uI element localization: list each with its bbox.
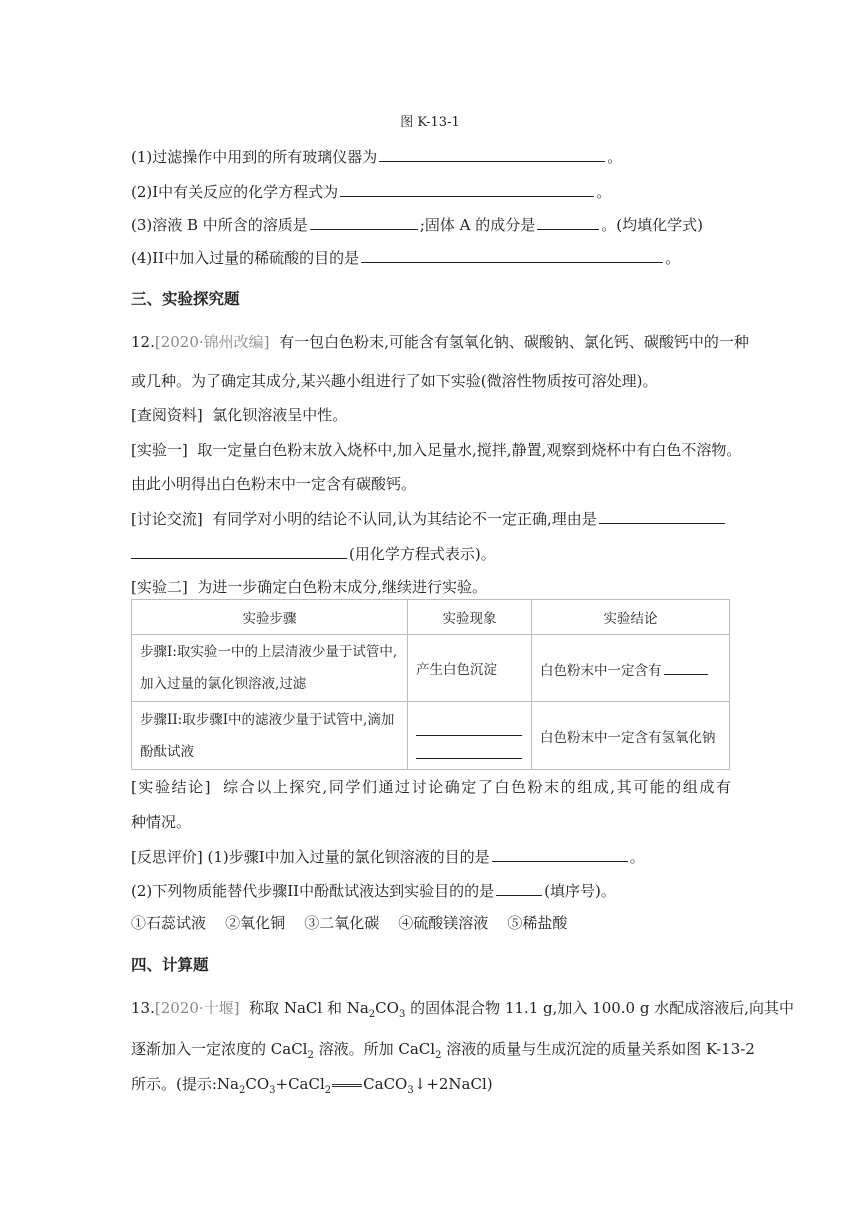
conclusion-line1: [实验结论] 综合以上探究,同学们通过讨论确定了白色粉末的组成,其可能的组成有 [131, 778, 731, 796]
q13-line3: 所示。(提示$:Na_2CO_3+CaCl_2$ CaCO$_3$↓+2NaCl) [131, 1075, 493, 1096]
table-cell-phenomenon [408, 702, 532, 770]
table-header-row [132, 600, 730, 635]
answer-blank[interactable] [340, 180, 594, 197]
q12-intro-line2: 或几种。为了确定其成分,某兴趣小组进行了如下实验(微溶性物质按可溶处理)。 [131, 372, 658, 390]
discussion-line2: (用化学方程式表示)。 [131, 542, 496, 565]
source-tag: [2020·十堰] [154, 999, 240, 1017]
q11-part4: (4)II中加入过量的稀硫酸的目的是 。 [131, 246, 680, 269]
table-row [132, 702, 730, 770]
reflection-part2: (2)下列物质能替代步骤II中酚酞试液达到实验目的的是 (填序号)。 [131, 879, 616, 902]
answer-blank[interactable] [416, 713, 522, 736]
experiment2-intro: [实验二] 为进一步确定白色粉末成分,继续进行实验。 [131, 578, 488, 596]
option-3: ③二氧化碳 [304, 914, 380, 932]
option-1: ①石蕊试液 [131, 914, 207, 932]
experiment1-line1: [实验一] 取一定量白色粉末放入烧杯中,加入足量水,搅拌,静置,观察到烧杯中有白色不溶物。 [131, 441, 742, 459]
experiment-table [131, 599, 730, 770]
answer-blank[interactable] [496, 879, 542, 896]
answer-blank[interactable] [361, 246, 663, 263]
answer-blank[interactable] [416, 736, 522, 759]
options-list [131, 912, 567, 934]
q11-part1: (1)过滤操作中用到的所有玻璃仪器为 。 [131, 145, 622, 168]
conclusion-line2: 种情况。 [131, 813, 192, 831]
option-5: ⑤稀盐酸 [507, 914, 568, 932]
table-header: 实验结论 [532, 600, 730, 635]
answer-blank[interactable] [131, 542, 347, 559]
answer-blank[interactable] [664, 658, 708, 675]
reaction-equals-sign [332, 1084, 362, 1087]
table-row [132, 635, 730, 702]
answer-blank[interactable] [310, 213, 418, 230]
figure-caption: 图 K-13-1 [400, 115, 460, 130]
table-cell-conclusion: 白色粉末中一定含有氢氧化钠 [532, 702, 730, 770]
q13-line2: 逐渐加入一定浓度的 CaCl$_2$ 溶液。所加 CaCl$_2$ 溶液的质量与生成沉淀的质量关系如图 K-13-2 [131, 1040, 755, 1061]
section-title-calculation: 四、计算题 [131, 956, 209, 974]
section-title-experiment: 三、实验探究题 [131, 290, 240, 308]
discussion-line1: [讨论交流] 有同学对小明的结论不认同,认为其结论不一定正确,理由是 [131, 507, 727, 530]
option-4: ④硫酸镁溶液 [398, 914, 489, 932]
experiment1-line2: 由此小明得出白色粉末中一定含有碳酸钙。 [131, 475, 417, 493]
q12-intro-line1: 12.[2020·锦州改编] 有一包白色粉末,可能含有氢氧化钠、碳酸钠、氯化钙、碳酸钙中的一种 [131, 333, 749, 351]
q13-line1: 13.[2020·十堰] 称取 NaCl 和 $Na_2CO_3$ 的固体混合物 11.1 g,加入 100.0 g 水配成溶液后,向其中 [131, 999, 795, 1020]
table-header: 实验现象 [408, 600, 532, 635]
table-cell-step: 步骤I:取实验一中的上层清液少量于试管中, 加入过量的氯化钡溶液,过滤 [132, 635, 408, 702]
q11-part3: (3)溶液 B 中所含的溶质是 ;固体 A 的成分是 。(均填化学式) [131, 213, 703, 236]
table-cell-phenomenon: 产生白色沉淀 [408, 635, 532, 702]
table-header: 实验步骤 [132, 600, 408, 635]
answer-blank[interactable] [492, 845, 628, 862]
table-cell-conclusion: 白色粉末中一定含有 [532, 635, 730, 702]
reflection-part1: [反思评价] (1)步骤I中加入过量的氯化钡溶液的目的是 。 [131, 845, 645, 868]
table-cell-step: 步骤II:取步骤I中的滤液少量于试管中,滴加 酚酞试液 [132, 702, 408, 770]
answer-blank[interactable] [379, 145, 605, 162]
option-2: ②氧化铜 [225, 914, 286, 932]
q11-part2: (2)I中有关反应的化学方程式为 。 [131, 180, 611, 203]
answer-blank[interactable] [537, 213, 599, 230]
source-tag: [2020·锦州改编] [154, 333, 270, 351]
lookup-info: [查阅资料] 氯化钡溶液呈中性。 [131, 406, 348, 424]
answer-blank[interactable] [599, 507, 725, 524]
